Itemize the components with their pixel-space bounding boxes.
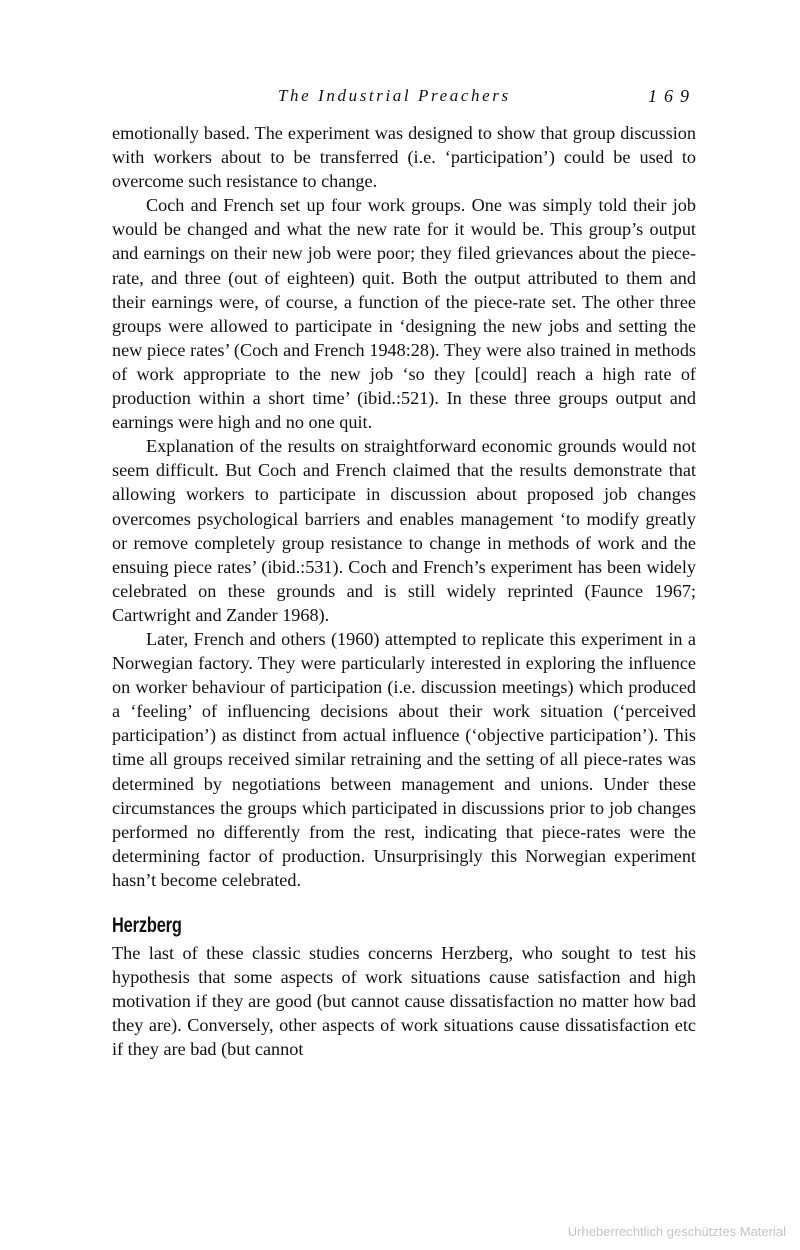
paragraph: Later, French and others (1960) attempted to replicate this experiment in a Norwegian factory. They were particularly interested in exploring the influence on worker behaviour of participation (i.e. discussion meetings) which produced a ‘feeling’ of influencing decisions about their work situation (‘perceived participation’) as distinct from actual influence (‘objective participation’). This time all groups received similar retraining and the setting of all piece-rates was determined by negotiations between management and unions. Under these circumstances the groups which participated in discussions prior to job changes performed no differently from the rest, indicating that piece-rates were the determining factor of production. Unsurprisingly this Norwegian experiment hasn’t become celebrated.	[112, 628, 696, 890]
section-paragraph: The last of these classic studies concerns Herzberg, who sought to test his hypothesis that some aspects of work situations cause satisfaction and high motivation if they are good (but cannot cause dissatisfaction no matter how bad they are). Conversely, other aspects of work situations cause dissatisfaction etc if they are bad (but cannot	[112, 943, 696, 1060]
paragraph: Coch and French set up four work groups. One was simply told their job would be changed and what the new rate for it would be. This group’s output and earnings on their new job were poor; they filed grievances about the piece-rate, and three (out of eighteen) quit. Both the output attributed to them and their earnings were, of course, a function of the piece-rate set. The other three groups were allowed to participate in ‘designing the new jobs and setting the new piece rates’ (Coch and French 1948:28). They were also trained in methods of work appropriate to the new job ‘so they [could] reach a high rate of production within a short time’ (ibid.:521). In these three groups output and earnings were high and no one quit.	[112, 195, 696, 433]
running-head	[112, 86, 696, 110]
section-heading: Herzberg	[112, 914, 182, 937]
paragraph-continued: emotionally based. The experiment was designed to show that group discussion with workers about to be transferred (i.e. ‘participation’) could be used to overcome such resistance to change.	[112, 123, 696, 192]
running-head-title: The Industrial Preachers	[278, 86, 511, 105]
page-number: 169	[648, 86, 696, 106]
body-text	[112, 121, 696, 1061]
copyright-watermark: Urheberrechtlich geschütztes Material	[567, 1224, 786, 1239]
paragraph: Explanation of the results on straightforward economic grounds would not seem difficult. But Coch and French claimed that the results demonstrate that allowing workers to participate in discussion about proposed job changes overcomes psychological barriers and enables management ‘to modify greatly or remove completely group resistance to change in methods of work and the ensuing piece rates’ (ibid.:531). Coch and French’s experiment has been widely celebrated on these grounds and is still widely reprinted (Faunce 1967; Cartwright and Zander 1968).	[112, 436, 696, 625]
